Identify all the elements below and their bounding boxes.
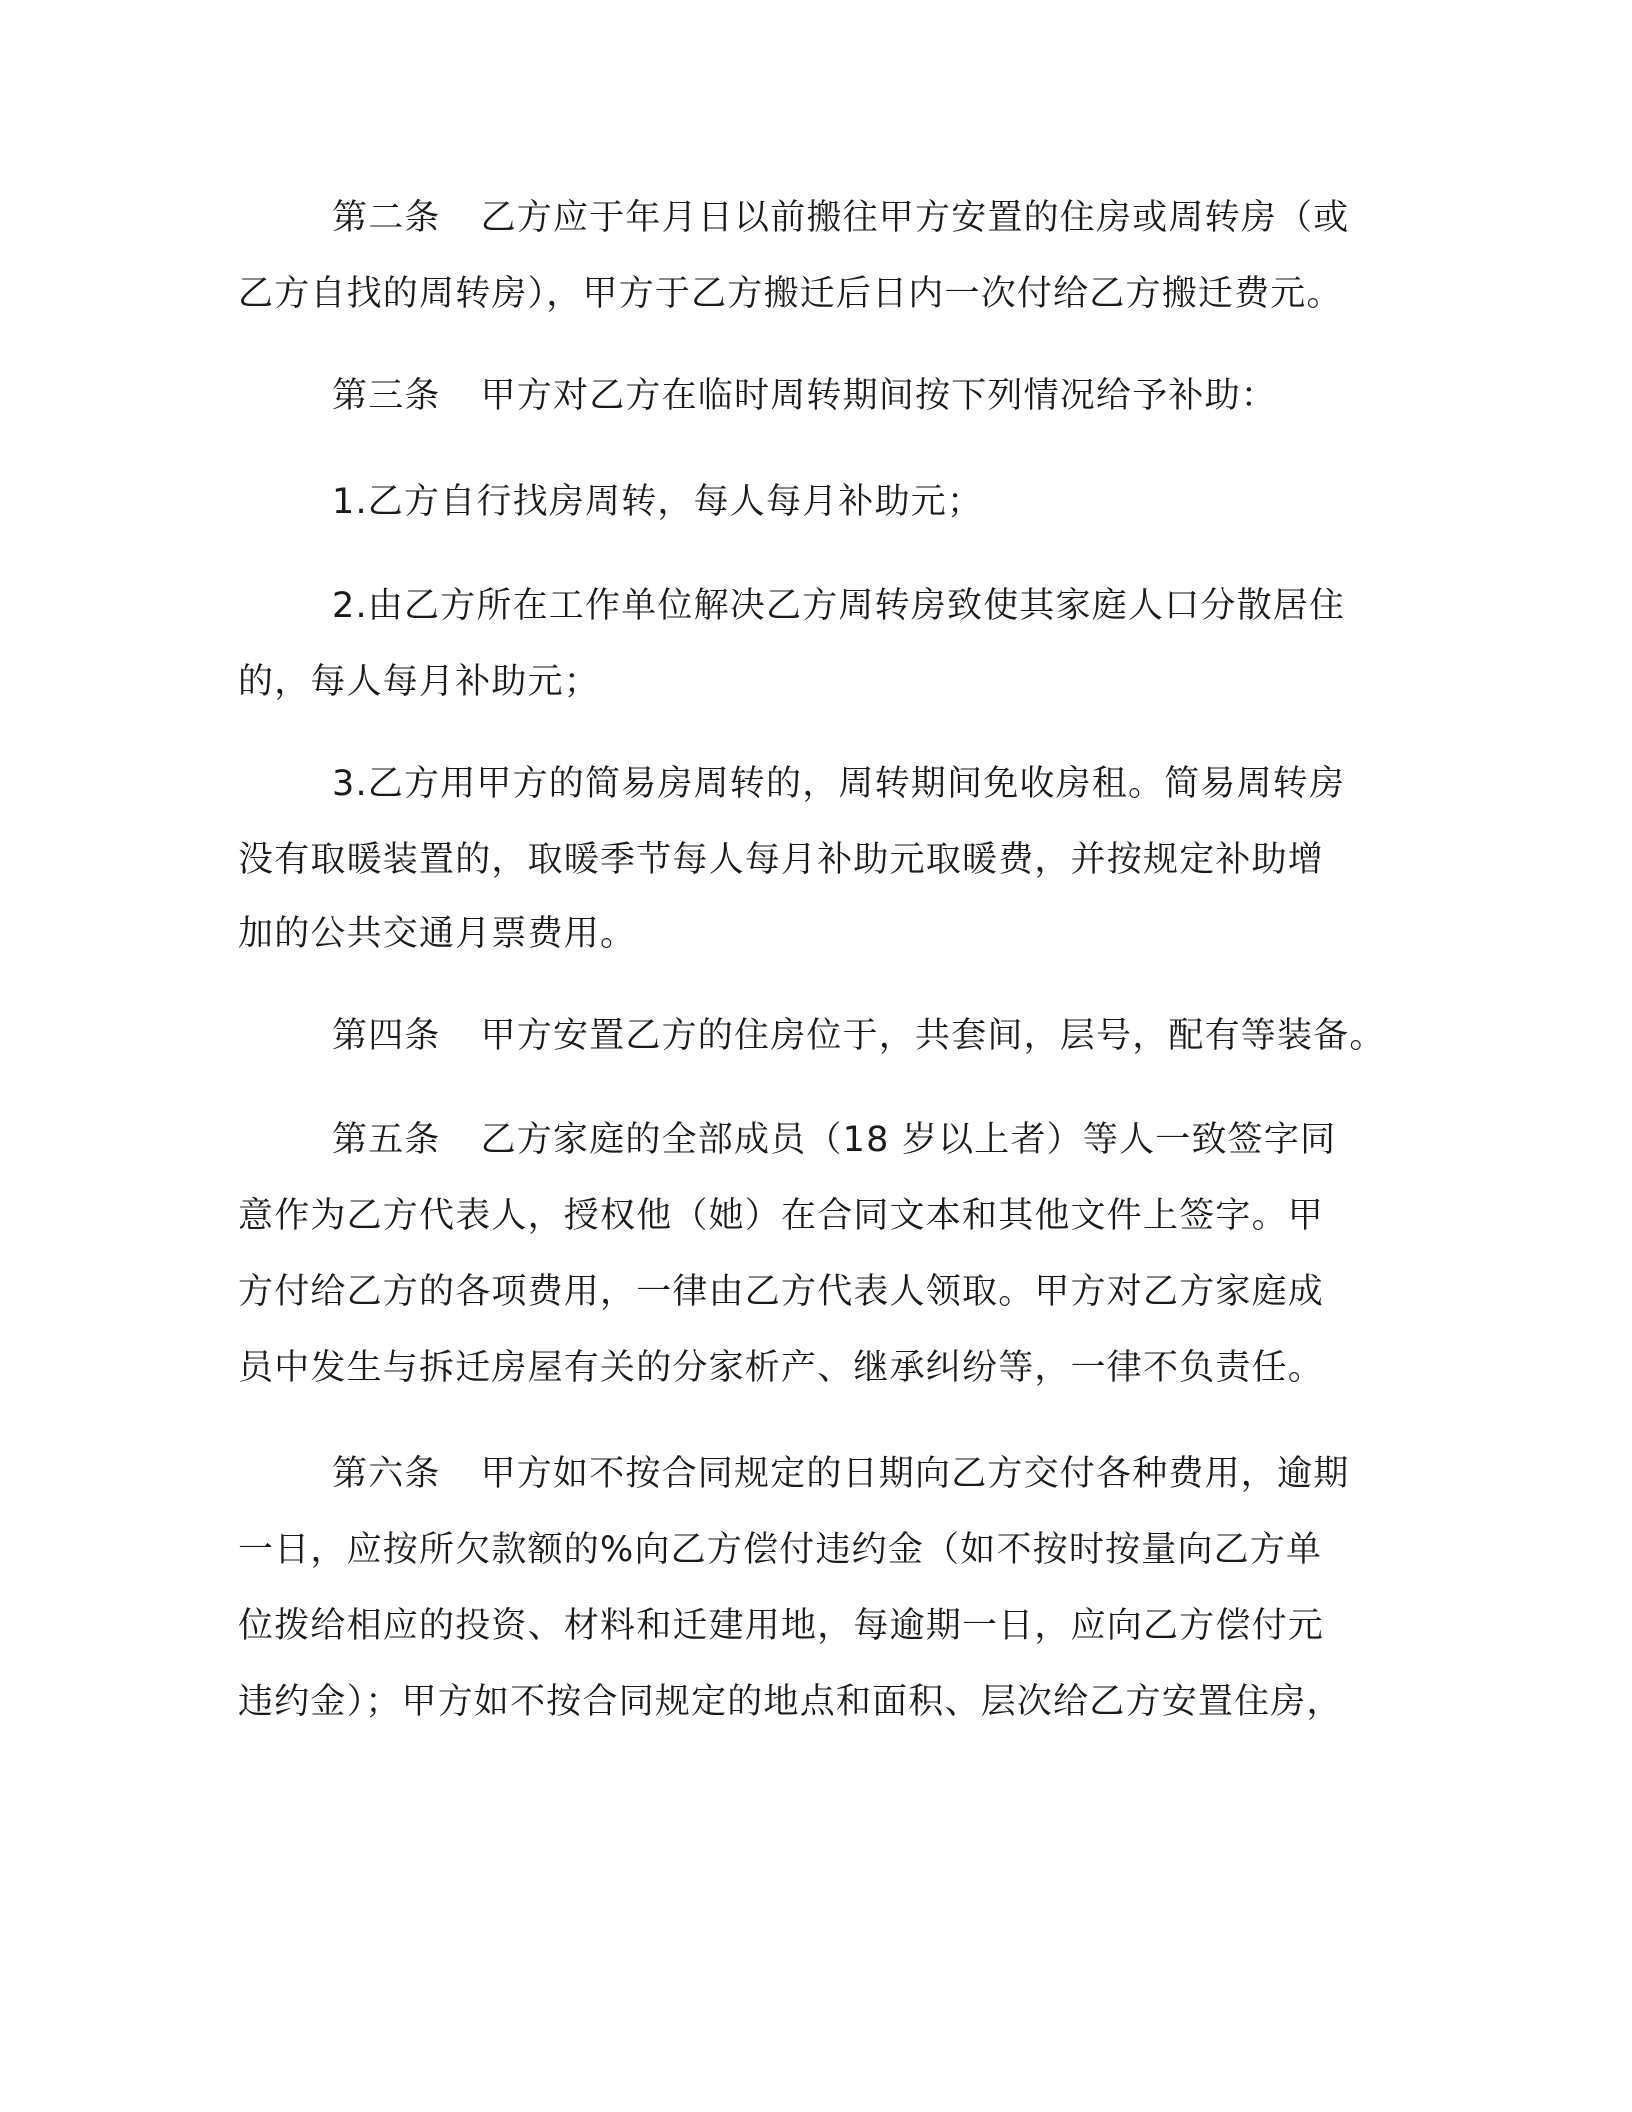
item-3-text-3: 加的公共交通月票费用。 <box>238 914 637 954</box>
article-6-heading: 第六条 <box>332 1454 441 1494</box>
item-1-line-1 <box>332 480 983 524</box>
item-2-text-2: 的，每人每月补助元； <box>238 662 601 702</box>
item-3-line-1 <box>332 762 1345 806</box>
item-2-line-2 <box>238 660 600 704</box>
item-1-text: 1.乙方自行找房周转，每人每月补助元； <box>332 482 984 522</box>
article-5-line-3 <box>238 1270 1324 1314</box>
article-6-text-3: 位拨给相应的投资、材料和迁建用地，每逾期一日，应向乙方偿付元 <box>238 1606 1325 1646</box>
article-2-heading: 第二条 <box>332 198 441 238</box>
article-6-text-1: 甲方如不按合同规定的日期向乙方交付各种费用，逾期 <box>480 1454 1350 1494</box>
article-5-line-2 <box>238 1194 1324 1238</box>
article-5-text-1: 乙方家庭的全部成员（18 岁以上者）等人一致签字同 <box>480 1120 1337 1160</box>
article-6-line-1 <box>332 1452 1349 1496</box>
item-2-line-1 <box>332 584 1345 628</box>
article-2-line-2 <box>238 272 1343 316</box>
article-4-text-1: 甲方安置乙方的住房位于，共套间，层号，配有等装备。 <box>480 1016 1386 1056</box>
article-4-line-1 <box>332 1014 1386 1058</box>
article-6-text-4: 违约金）；甲方如不按合同规定的地点和面积、层次给乙方安置住房， <box>238 1682 1343 1722</box>
article-5-text-4: 员中发生与拆迁房屋有关的分家析产、继承纠纷等，一律不负责任。 <box>238 1348 1325 1388</box>
article-4-heading: 第四条 <box>332 1016 441 1056</box>
article-5-line-4 <box>238 1346 1324 1390</box>
item-2-text-1: 2.由乙方所在工作单位解决乙方周转房致使其家庭人口分散居住 <box>332 586 1346 626</box>
article-6-line-2 <box>238 1528 1322 1572</box>
article-6-line-3 <box>238 1604 1324 1648</box>
article-5-text-3: 方付给乙方的各项费用，一律由乙方代表人领取。甲方对乙方家庭成 <box>238 1272 1325 1312</box>
article-5-heading: 第五条 <box>332 1120 441 1160</box>
item-3-text-1: 3.乙方用甲方的简易房周转的，周转期间免收房租。简易周转房 <box>332 764 1346 804</box>
article-5-line-1 <box>332 1118 1336 1162</box>
article-6-text-2: 一日，应按所欠款额的%向乙方偿付违约金（如不按时按量向乙方单 <box>238 1530 1323 1570</box>
item-3-line-2 <box>238 838 1324 882</box>
article-3-line-1 <box>332 374 1277 418</box>
article-2-text-1: 乙方应于年月日以前搬往甲方安置的住房或周转房（或 <box>480 198 1350 238</box>
article-5-text-2: 意作为乙方代表人，授权他（她）在合同文本和其他文件上签字。甲 <box>238 1196 1325 1236</box>
article-3-text-1: 甲方对乙方在临时周转期间按下列情况给予补助： <box>480 376 1278 416</box>
article-6-line-4 <box>238 1680 1343 1724</box>
article-2-line-1 <box>332 196 1349 240</box>
item-3-line-3 <box>238 912 636 956</box>
article-2-text-2: 乙方自找的周转房），甲方于乙方搬迁后日内一次付给乙方搬迁费元。 <box>238 274 1343 314</box>
article-3-heading: 第三条 <box>332 376 441 416</box>
item-3-text-2: 没有取暖装置的，取暖季节每人每月补助元取暖费，并按规定补助增 <box>238 840 1325 880</box>
